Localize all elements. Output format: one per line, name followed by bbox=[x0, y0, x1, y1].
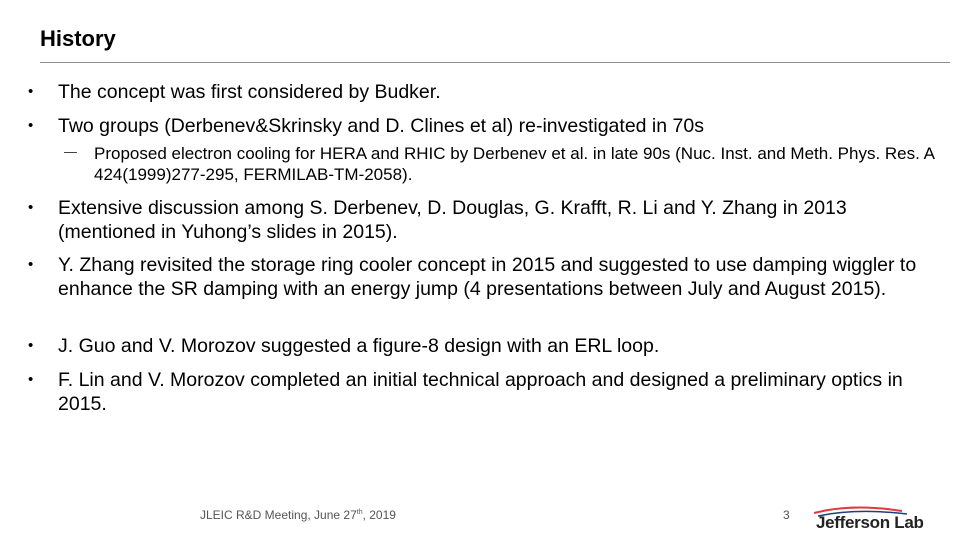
sub-bullet-text: Proposed electron cooling for HERA and RHIC by Derbenev et al. in late 90s (Nuc. Inst. and Meth. Phys. Res. A 424(1999)277-295, FERMILAB-TM-2058). bbox=[94, 144, 935, 184]
footer-text-year: , 2019 bbox=[362, 508, 396, 522]
footer-text-main: JLEIC R&D Meeting, June 27 bbox=[200, 508, 357, 522]
bullet-marker: • bbox=[28, 256, 34, 273]
jefferson-lab-logo bbox=[812, 505, 927, 535]
bullet-marker: • bbox=[28, 83, 34, 100]
bullet-marker: • bbox=[28, 199, 34, 216]
page-number: 3 bbox=[783, 508, 790, 522]
bullet-marker: • bbox=[28, 337, 34, 354]
logo-wordmark: Jefferson Lab bbox=[816, 513, 924, 532]
bullet-text: Two groups (Derbenev&Skrinsky and D. Clines et al) re-investigated in 70s bbox=[58, 115, 704, 137]
bullet-text: Extensive discussion among S. Derbenev, D. Douglas, G. Krafft, R. Li and Y. Zhang in 2013 (mentioned in Yuhong’s slides in 2015). bbox=[58, 197, 847, 243]
slide-title: History bbox=[40, 26, 116, 51]
title-divider bbox=[40, 62, 950, 63]
bullet-text: Y. Zhang revisited the storage ring cooler concept in 2015 and suggested to use damping wiggler to enhance the SR damping with an energy jump (4 presentations between July and August 2015). bbox=[58, 254, 917, 300]
footer-text bbox=[200, 508, 396, 522]
bullet-text: The concept was first considered by Budker. bbox=[58, 81, 441, 103]
bullet-text: F. Lin and V. Morozov completed an initial technical approach and designed a preliminary optics in 2015. bbox=[58, 369, 903, 415]
bullet-marker: • bbox=[28, 117, 34, 134]
sub-bullet-marker: － bbox=[62, 144, 79, 163]
footer-superscript: th bbox=[356, 509, 363, 516]
bullet-text: J. Guo and V. Morozov suggested a figure-8 design with an ERL loop. bbox=[58, 335, 660, 357]
bullet-marker: • bbox=[28, 371, 34, 388]
